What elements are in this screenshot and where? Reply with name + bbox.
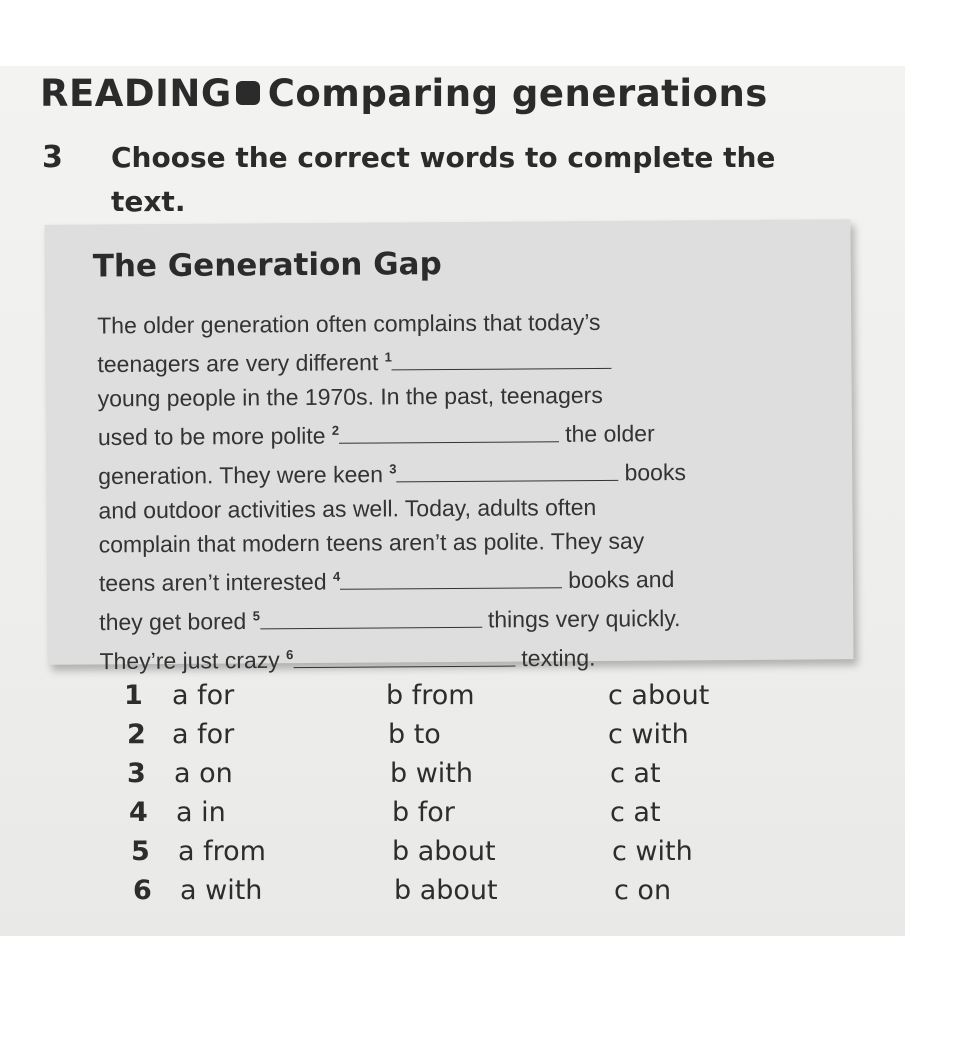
option-c[interactable]: c with — [612, 836, 693, 867]
section-label: READING — [40, 72, 232, 115]
passage-text: The older generation often complains that today’s — [97, 308, 601, 339]
option-c[interactable]: c at — [610, 797, 661, 828]
option-number: 1 — [124, 680, 143, 711]
passage-line — [99, 523, 819, 562]
passage-text: books and — [568, 566, 675, 594]
option-c[interactable]: c about — [608, 680, 710, 711]
passage-line — [99, 557, 819, 601]
answer-blank[interactable] — [293, 647, 515, 668]
gap-number: 5 — [252, 608, 260, 624]
exercise-instruction: Choose the correct words to complete the text. — [111, 141, 776, 218]
option-number: 2 — [127, 719, 146, 750]
passage-text: young people in the 1970s. In the past, teenagers — [97, 381, 603, 412]
option-row — [0, 797, 900, 837]
option-b[interactable]: b with — [390, 758, 474, 789]
section-bullet-icon — [236, 81, 260, 105]
option-a[interactable]: a for — [172, 719, 235, 750]
option-c[interactable]: c with — [608, 719, 689, 750]
option-b[interactable]: b to — [388, 719, 441, 750]
option-row — [0, 719, 900, 759]
answer-blank[interactable] — [340, 569, 562, 590]
answer-blank[interactable] — [396, 462, 618, 483]
option-row — [0, 758, 900, 798]
answer-blank[interactable] — [392, 350, 612, 371]
passage-line — [97, 338, 817, 382]
option-c[interactable]: c at — [610, 758, 661, 789]
option-a[interactable]: a in — [176, 797, 226, 828]
option-number: 4 — [129, 797, 148, 828]
passage-line — [98, 488, 818, 527]
passage-text: things very quickly. — [487, 605, 681, 633]
option-row — [0, 836, 900, 876]
passage-line — [98, 376, 818, 415]
passage-line — [99, 635, 819, 679]
passage-text: teens aren’t interested — [98, 568, 334, 597]
text-title: The Generation Gap — [92, 246, 442, 285]
option-row — [0, 680, 900, 720]
answer-blank[interactable] — [339, 423, 559, 444]
gap-number: 2 — [331, 423, 340, 439]
option-number: 5 — [131, 836, 150, 867]
reading-passage — [97, 303, 820, 678]
answer-blank[interactable] — [260, 609, 482, 630]
section-topic: Comparing generations — [267, 72, 768, 115]
passage-text: used to be more polite — [97, 422, 333, 451]
option-a[interactable]: a with — [180, 875, 263, 906]
passage-text: and outdoor activities as well. Today, adults often — [98, 493, 597, 524]
option-a[interactable]: a from — [178, 836, 266, 867]
passage-line — [99, 596, 819, 640]
option-c[interactable]: c on — [614, 875, 672, 906]
passage-line — [98, 450, 818, 494]
passage-text: They’re just crazy — [99, 646, 287, 675]
option-b[interactable]: b for — [392, 797, 455, 828]
gap-number: 4 — [332, 569, 341, 585]
exercise-number: 3 — [42, 140, 63, 175]
option-a[interactable]: a for — [172, 680, 235, 711]
passage-line — [97, 303, 817, 342]
gap-number: 1 — [384, 349, 392, 365]
passage-text: the older — [565, 420, 655, 448]
reading-text-box — [44, 219, 853, 675]
gap-number: 6 — [286, 647, 294, 663]
option-number: 3 — [127, 758, 146, 789]
passage-text: teenagers are very different — [97, 349, 385, 378]
option-b[interactable]: b about — [392, 836, 496, 867]
option-a[interactable]: a on — [174, 758, 233, 789]
option-number: 6 — [133, 875, 152, 906]
passage-text: complain that modern teens aren’t as polite. They say — [98, 527, 645, 558]
passage-text: they get bored — [99, 608, 253, 636]
option-b[interactable]: b about — [394, 875, 498, 906]
passage-text: texting. — [521, 644, 596, 672]
section-title — [40, 72, 768, 115]
option-row — [0, 875, 900, 915]
passage-text: generation. They were keen — [98, 461, 390, 490]
option-b[interactable]: b from — [386, 680, 475, 711]
passage-line — [98, 411, 818, 455]
gap-number: 3 — [389, 461, 397, 477]
passage-text: books — [624, 459, 687, 486]
